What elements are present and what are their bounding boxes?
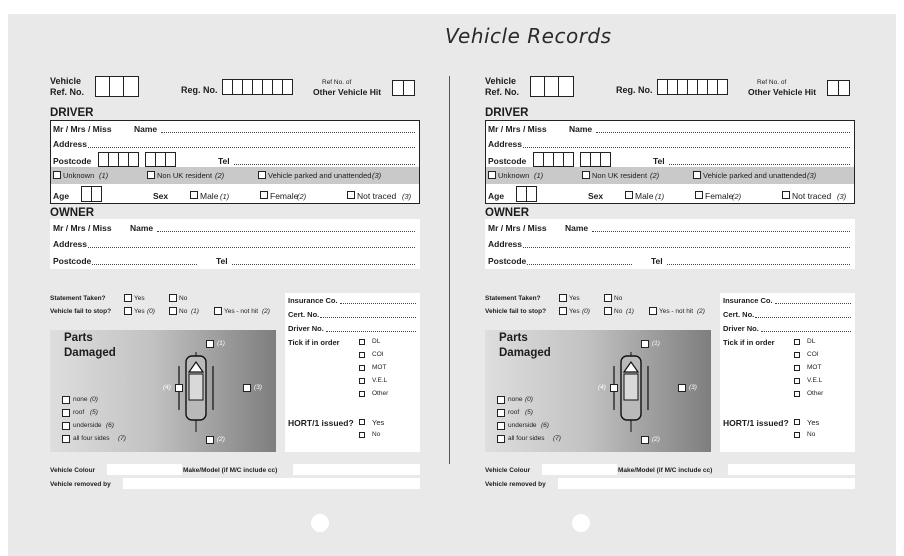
driver-title-label: Mr / Mrs / Miss <box>53 124 112 134</box>
damage-position-3-checkbox[interactable] <box>243 384 251 392</box>
driver-address-label: Address <box>488 139 523 149</box>
vel-checkbox[interactable] <box>359 378 365 384</box>
damage-position-2-checkbox[interactable] <box>641 436 649 444</box>
damage-position-1-code: (1) <box>652 340 660 347</box>
owner-name-field[interactable] <box>592 231 850 232</box>
roof-checkbox[interactable] <box>62 409 70 417</box>
make-model-field[interactable] <box>293 464 420 475</box>
all-four-sides-code: (7) <box>118 435 126 442</box>
owner-tel-label: Tel <box>651 256 663 266</box>
owner-title-label: Mr / Mrs / Miss <box>488 223 547 233</box>
vehicle-colour-field[interactable] <box>107 464 182 475</box>
fail-no-label: No <box>614 308 623 315</box>
insurance-co-label: Insurance Co. <box>288 296 338 305</box>
not-traced-checkbox[interactable] <box>782 191 790 199</box>
driver-postcode-box-4[interactable] <box>563 152 574 167</box>
tick-if-in-order-label: Tick if in order <box>288 338 340 347</box>
driver-name-field[interactable] <box>596 132 850 133</box>
statement-yes-label: Yes <box>134 295 145 302</box>
all-four-sides-label: all four sides <box>73 435 110 442</box>
mot-label: MOT <box>807 364 822 371</box>
statement-taken-label: Statement Taken? <box>50 295 106 302</box>
roof-code: (5) <box>90 409 98 416</box>
driver-no-label: Driver No. <box>288 324 324 333</box>
damage-position-2-code: (2) <box>217 436 225 443</box>
female-label: Female <box>270 191 299 201</box>
female-label: Female <box>705 191 734 201</box>
none-label: none <box>73 396 88 403</box>
owner-heading: OWNER <box>485 207 530 219</box>
vehicle-ref-digit-1[interactable] <box>95 76 110 97</box>
make-model-label: Make/Model (if M/C include cc) <box>183 467 278 474</box>
driver-heading: DRIVER <box>485 107 529 119</box>
driver-age-box-2[interactable] <box>526 186 537 202</box>
driver-tel-field[interactable] <box>669 164 850 165</box>
non-uk-code: (2) <box>650 171 660 180</box>
owner-address-label: Address <box>488 239 523 249</box>
hort-no-checkbox[interactable] <box>359 432 365 438</box>
owner-address-label: Address <box>53 239 88 249</box>
vehicle-ref-label-line1: Vehicle <box>485 76 517 86</box>
hort-no-label: No <box>807 431 816 438</box>
vel-checkbox[interactable] <box>794 378 800 384</box>
damage-position-1-checkbox[interactable] <box>641 340 649 348</box>
driver-sex-label: Sex <box>588 191 604 201</box>
fail-no-code: (1) <box>626 308 634 315</box>
all-four-sides-checkbox[interactable] <box>62 435 70 443</box>
statement-yes-checkbox[interactable] <box>559 294 567 302</box>
car-top-view-icon <box>176 352 216 432</box>
damage-position-2-code: (2) <box>652 436 660 443</box>
driver-postcode-label: Postcode <box>53 156 92 166</box>
not-traced-label: Not traced <box>357 191 397 201</box>
vehicle-ref-digit-2[interactable] <box>109 76 124 97</box>
fail-no-label: No <box>179 308 188 315</box>
owner-tel-field[interactable] <box>232 264 415 265</box>
owner-name-label: Name <box>130 223 154 233</box>
damage-position-3-code: (3) <box>689 384 697 391</box>
all-four-sides-label: all four sides <box>508 435 545 442</box>
none-code: (0) <box>90 396 98 403</box>
other-label: Other <box>372 390 389 397</box>
statement-no-checkbox[interactable] <box>604 294 612 302</box>
dl-label: DL <box>807 338 816 345</box>
unknown-label: Unknown <box>498 171 530 180</box>
unknown-code: (1) <box>534 171 544 180</box>
fail-no-checkbox[interactable] <box>169 307 177 315</box>
hort-no-label: No <box>372 431 381 438</box>
vehicle-ref-digit-3[interactable] <box>558 76 574 97</box>
none-label: none <box>508 396 523 403</box>
other-ref-label-line2: Other Vehicle Hit <box>748 87 817 97</box>
hort-yes-label: Yes <box>807 418 820 427</box>
fail-yes-not-hit-code: (2) <box>262 308 270 315</box>
cert-no-label: Cert. No. <box>723 310 755 319</box>
damage-position-4-code: (4) <box>163 384 171 391</box>
female-checkbox[interactable] <box>695 191 703 199</box>
underside-code: (6) <box>541 422 549 429</box>
parked-code: (3) <box>372 171 382 180</box>
hort-yes-label: Yes <box>372 418 385 427</box>
male-checkbox[interactable] <box>625 191 633 199</box>
all-four-sides-checkbox[interactable] <box>497 435 505 443</box>
mot-label: MOT <box>372 364 387 371</box>
driver-title-label: Mr / Mrs / Miss <box>488 124 547 134</box>
parts-heading-line2: Damaged <box>64 347 116 359</box>
statement-taken-label: Statement Taken? <box>485 295 541 302</box>
owner-heading: OWNER <box>50 207 95 219</box>
make-model-label: Make/Model (if M/C include cc) <box>618 467 713 474</box>
cert-no-field[interactable] <box>320 317 416 318</box>
other-checkbox[interactable] <box>794 391 800 397</box>
female-code: (2) <box>732 192 742 201</box>
roof-code: (5) <box>525 409 533 416</box>
driver-name-label: Name <box>134 124 158 134</box>
owner-tel-field[interactable] <box>667 264 850 265</box>
driver-sex-label: Sex <box>153 191 169 201</box>
fail-yes-not-hit-label: Yes - not hit <box>224 308 259 315</box>
owner-name-label: Name <box>565 223 589 233</box>
driver-tel-label: Tel <box>218 156 230 166</box>
mot-checkbox[interactable] <box>794 365 800 371</box>
driver-address-field[interactable] <box>523 147 850 148</box>
driver-heading: DRIVER <box>50 107 94 119</box>
fail-yes-code: (0) <box>147 308 155 315</box>
fail-yes-label: Yes <box>569 308 580 315</box>
fail-yes-code: (0) <box>582 308 590 315</box>
fail-yes-not-hit-checkbox[interactable] <box>649 307 657 315</box>
hort-yes-checkbox[interactable] <box>359 419 365 425</box>
dl-checkbox[interactable] <box>359 339 365 345</box>
non-uk-checkbox[interactable] <box>147 171 155 179</box>
other-checkbox[interactable] <box>359 391 365 397</box>
driver-address-label: Address <box>53 139 88 149</box>
vehicle-ref-label-line2: Ref. No. <box>485 87 520 97</box>
make-model-field[interactable] <box>728 464 855 475</box>
owner-postcode-field[interactable] <box>527 264 632 265</box>
fail-yes-checkbox[interactable] <box>559 307 567 315</box>
fail-yes-not-hit-code: (2) <box>697 308 705 315</box>
roof-label: roof <box>508 409 520 416</box>
unknown-checkbox[interactable] <box>53 171 61 179</box>
removed-by-field[interactable] <box>123 478 420 489</box>
driver-name-field[interactable] <box>161 132 415 133</box>
driver-no-field[interactable] <box>761 331 851 332</box>
insurance-co-label: Insurance Co. <box>723 296 773 305</box>
fail-yes-checkbox[interactable] <box>124 307 132 315</box>
other-ref-label-line1: Ref No. of <box>322 79 352 86</box>
damage-position-1-checkbox[interactable] <box>206 340 214 348</box>
damage-position-4-code: (4) <box>598 384 606 391</box>
fail-yes-not-hit-label: Yes - not hit <box>659 308 694 315</box>
vehicle-ref-label-line2: Ref. No. <box>50 87 85 97</box>
driver-postcode-label: Postcode <box>488 156 527 166</box>
mot-checkbox[interactable] <box>359 365 365 371</box>
dl-label: DL <box>372 338 381 345</box>
vehicle-colour-label: Vehicle Colour <box>485 467 531 474</box>
male-label: Male <box>200 191 219 201</box>
male-code: (1) <box>220 192 230 201</box>
driver-tel-field[interactable] <box>234 164 415 165</box>
damage-position-3-code: (3) <box>254 384 262 391</box>
none-checkbox[interactable] <box>497 396 505 404</box>
parked-code: (3) <box>807 171 817 180</box>
male-checkbox[interactable] <box>190 191 198 199</box>
underside-label: underside <box>508 422 537 429</box>
female-checkbox[interactable] <box>260 191 268 199</box>
dl-checkbox[interactable] <box>794 339 800 345</box>
parked-checkbox[interactable] <box>258 171 266 179</box>
other-label: Other <box>807 390 824 397</box>
owner-postcode-field[interactable] <box>92 264 197 265</box>
driver-name-label: Name <box>569 124 593 134</box>
owner-address-field[interactable] <box>523 247 850 248</box>
non-uk-label: Non UK resident <box>592 171 648 180</box>
owner-address-field[interactable] <box>88 247 415 248</box>
vehicle-record-form-left <box>10 0 430 556</box>
none-checkbox[interactable] <box>62 396 70 404</box>
driver-address-field[interactable] <box>88 147 415 148</box>
all-four-sides-code: (7) <box>553 435 561 442</box>
vehicle-colour-field[interactable] <box>542 464 617 475</box>
driver-age-label: Age <box>488 191 505 201</box>
unknown-label: Unknown <box>63 171 95 180</box>
reg-no-label: Reg. No. <box>181 85 218 95</box>
owner-title-label: Mr / Mrs / Miss <box>53 223 112 233</box>
parts-heading-line1: Parts <box>64 332 93 344</box>
roof-label: roof <box>73 409 85 416</box>
reg-no-char-7[interactable] <box>717 79 728 95</box>
insurance-co-field[interactable] <box>775 303 851 304</box>
driver-postcode-box-7[interactable] <box>165 152 176 167</box>
vehicle-ref-digit-2[interactable] <box>544 76 559 97</box>
cert-no-label: Cert. No. <box>288 310 320 319</box>
fail-no-code: (1) <box>191 308 199 315</box>
vehicle-ref-digit-1[interactable] <box>530 76 545 97</box>
tick-if-in-order-label: Tick if in order <box>723 338 775 347</box>
parked-checkbox[interactable] <box>693 171 701 179</box>
underside-code: (6) <box>106 422 114 429</box>
driver-no-field[interactable] <box>326 331 416 332</box>
reg-no-char-7[interactable] <box>282 79 293 95</box>
fail-yes-label: Yes <box>134 308 145 315</box>
vehicle-ref-digit-3[interactable] <box>123 76 139 97</box>
fail-no-checkbox[interactable] <box>604 307 612 315</box>
not-traced-code: (3) <box>837 192 847 201</box>
removed-by-label: Vehicle removed by <box>50 481 111 488</box>
other-ref-digit-2[interactable] <box>403 80 415 96</box>
non-uk-label: Non UK resident <box>157 171 213 180</box>
not-traced-label: Not traced <box>792 191 832 201</box>
none-code: (0) <box>525 396 533 403</box>
not-traced-checkbox[interactable] <box>347 191 355 199</box>
owner-postcode-label: Postcode <box>53 256 92 266</box>
other-ref-label-line1: Ref No. of <box>757 79 787 86</box>
coi-label: COI <box>807 351 819 358</box>
driver-tel-label: Tel <box>653 156 665 166</box>
hort-no-checkbox[interactable] <box>794 432 800 438</box>
damage-position-4-checkbox[interactable] <box>610 384 618 392</box>
car-top-view-icon <box>611 352 651 432</box>
male-label: Male <box>635 191 654 201</box>
removed-by-field[interactable] <box>558 478 855 489</box>
driver-age-box-2[interactable] <box>91 186 102 202</box>
male-code: (1) <box>655 192 665 201</box>
owner-tel-label: Tel <box>216 256 228 266</box>
vel-label: V.E.L <box>807 377 823 384</box>
vehicle-colour-label: Vehicle Colour <box>50 467 96 474</box>
owner-postcode-label: Postcode <box>488 256 527 266</box>
parked-label: Vehicle parked and unattended <box>703 171 807 180</box>
coi-checkbox[interactable] <box>794 352 800 358</box>
hort-yes-checkbox[interactable] <box>794 419 800 425</box>
vehicle-record-form-right <box>445 0 865 556</box>
statement-no-label: No <box>179 295 188 302</box>
owner-name-field[interactable] <box>157 231 415 232</box>
coi-checkbox[interactable] <box>359 352 365 358</box>
damage-position-2-checkbox[interactable] <box>206 436 214 444</box>
other-ref-label-line2: Other Vehicle Hit <box>313 87 382 97</box>
vehicle-ref-label-line1: Vehicle <box>50 76 82 86</box>
vel-label: V.E.L <box>372 377 388 384</box>
fail-yes-not-hit-checkbox[interactable] <box>214 307 222 315</box>
driver-no-label: Driver No. <box>723 324 759 333</box>
roof-checkbox[interactable] <box>497 409 505 417</box>
driver-age-label: Age <box>53 191 70 201</box>
hort-label: HORT/1 issued? <box>288 418 354 428</box>
driver-postcode-box-7[interactable] <box>600 152 611 167</box>
parts-heading-line1: Parts <box>499 332 528 344</box>
fail-to-stop-label: Vehicle fail to stop? <box>485 308 547 315</box>
hort-label: HORT/1 issued? <box>723 418 789 428</box>
reg-no-label: Reg. No. <box>616 85 653 95</box>
page-title: Vehicle Records <box>445 24 612 48</box>
cert-no-field[interactable] <box>755 317 851 318</box>
statement-no-label: No <box>614 295 623 302</box>
underside-checkbox[interactable] <box>497 422 505 430</box>
non-uk-code: (2) <box>215 171 225 180</box>
unknown-code: (1) <box>99 171 109 180</box>
damage-position-1-code: (1) <box>217 340 225 347</box>
fail-to-stop-label: Vehicle fail to stop? <box>50 308 112 315</box>
statement-yes-checkbox[interactable] <box>124 294 132 302</box>
underside-label: underside <box>73 422 102 429</box>
other-ref-digit-2[interactable] <box>838 80 850 96</box>
driver-postcode-box-4[interactable] <box>128 152 139 167</box>
coi-label: COI <box>372 351 384 358</box>
removed-by-label: Vehicle removed by <box>485 481 546 488</box>
insurance-co-field[interactable] <box>340 303 416 304</box>
parts-heading-line2: Damaged <box>499 347 551 359</box>
female-code: (2) <box>297 192 307 201</box>
underside-checkbox[interactable] <box>62 422 70 430</box>
damage-position-3-checkbox[interactable] <box>678 384 686 392</box>
parked-label: Vehicle parked and unattended <box>268 171 372 180</box>
non-uk-checkbox[interactable] <box>582 171 590 179</box>
not-traced-code: (3) <box>402 192 412 201</box>
damage-position-4-checkbox[interactable] <box>175 384 183 392</box>
statement-no-checkbox[interactable] <box>169 294 177 302</box>
statement-yes-label: Yes <box>569 295 580 302</box>
unknown-checkbox[interactable] <box>488 171 496 179</box>
